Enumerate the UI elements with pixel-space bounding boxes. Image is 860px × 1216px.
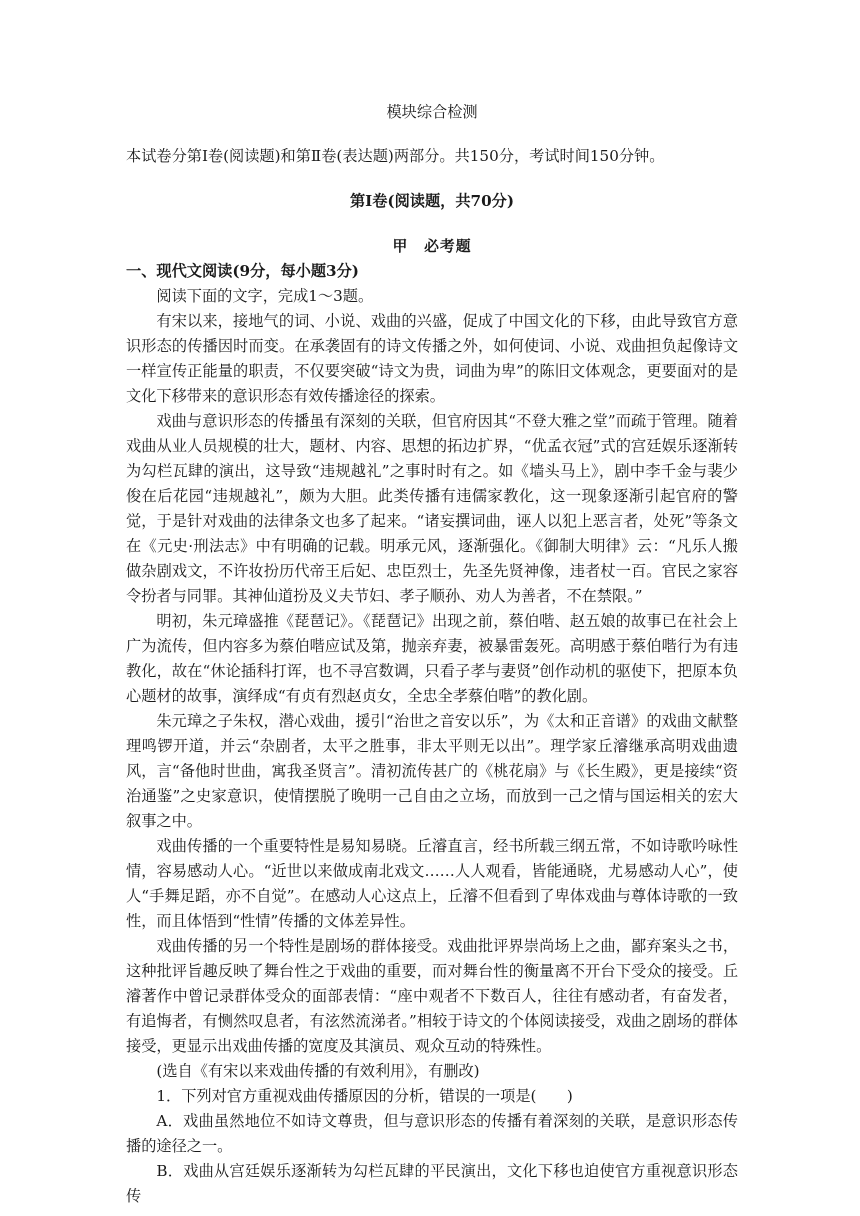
passage-paragraph: 戏曲传播的一个重要特性是易知易晓。丘濬直言，经书所载三纲五常，不如诗歌吟咏性情，容易感动人心。“近世以来做成南北戏文……人人观看，皆能通晓，尤易感动人心”，使人“手舞足蹈，亦不自觉”。在感动人心这点上，丘濬不但看到了卑体戏曲与尊体诗歌的一致性，而且体悟到“性情”传播的文体差异性。 xyxy=(126,837,738,930)
exam-intro: 本试卷分第Ⅰ卷(阅读题)和第Ⅱ卷(表达题)两部分。共150分，考试时间150分钟。 xyxy=(126,147,665,165)
document-title: 模块综合检测 xyxy=(386,103,478,121)
exam-page xyxy=(126,100,738,1209)
passage-paragraph: 明初，朱元璋盛推《琵琶记》。《琵琶记》出现之前，蔡伯喈、赵五娘的故事已在社会上广为流传，但内容多为蔡伯喈应试及第，抛亲弃妻，被暴雷轰死。高明感于蔡伯喈行为有违教化，故在“休论插科打诨，也不寻宫数调，只看子孝与妻贤”创作动机的驱使下，把原本负心题材的故事，演绎成“有贞有烈赵贞女，全忠全孝蔡伯喈”的教化剧。 xyxy=(126,612,738,705)
question-one: 1．下列对官方重视戏曲传播原因的分析，错误的一项是( ) xyxy=(156,1087,573,1105)
part-one-title: 第Ⅰ卷(阅读题，共70分) xyxy=(349,192,515,210)
passage-paragraph: 戏曲传播的另一个特性是剧场的群体接受。戏曲批评界崇尚场上之曲，鄙弃案头之书，这种批评旨趣反映了舞台性之于戏曲的重要，而对舞台性的衡量离不开台下受众的接受。丘濬著作中曾记录群体受众的面部表情：“座中观者不下数百人，往往有感动者，有奋发者，有追悔者，有恻然叹息者，有泫然流涕者。”相较于诗文的个体阅读接受，戏曲之剧场的群体接受，更显示出戏曲传播的宽度及其演员、观众互动的特殊性。 xyxy=(126,937,738,1055)
passage-paragraph: 戏曲与意识形态的传播虽有深刻的关联，但官府因其“不登大雅之堂”而疏于管理。随着戏曲从业人员规模的壮大，题材、内容、思想的拓边扩界，“优孟衣冠”式的宫廷娱乐逐渐转为勾栏瓦肆的演出，这导致“违规越礼”之事时时有之。如《墙头马上》，剧中李千金与裴少俊在后花园“违规越礼”，颇为大胆。此类传播有违儒家教化，这一现象逐渐引起官府的警觉，于是针对戏曲的法律条文也多了起来。“诸妄撰词曲，诬人以犯上恶言者，处死”等条文在《元史·刑法志》中有明确的记载。明承元风，逐渐强化。《御制大明律》云：“凡乐人搬做杂剧戏文，不许妆扮历代帝王后妃、忠臣烈士，先圣先贤神像，违者杖一百。官民之家容令扮者与同罪。其神仙道扮及义夫节妇、孝子顺孙、劝人为善者，不在禁限。” xyxy=(126,412,738,605)
passage-source: (选自《有宋以来戏曲传播的有效利用》，有删改) xyxy=(156,1062,480,1080)
passage-paragraph: 朱元璋之子朱权，潜心戏曲，援引“治世之音安以乐”，为《太和正音谱》的戏曲文献整理鸣锣开道，并云“杂剧者，太平之胜事，非太平则无以出”。理学家丘濬继承高明戏曲遗风，言“备他时世曲，寓我圣贤言”。清初流传甚广的《桃花扇》与《长生殿》，更是接续“资治通鉴”之史家意识，使情摆脱了晚明一己自由之立场，而放到一己之情与国运相关的宏大叙事之中。 xyxy=(126,712,738,830)
reading-instruction: 阅读下面的文字，完成1～3题。 xyxy=(156,287,374,305)
question-one-option-b: B．戏曲从宫廷娱乐逐渐转为勾栏瓦肆的平民演出，文化下移也迫使官方重视意识形态传 xyxy=(126,1162,738,1205)
question-one-option-a: A．戏曲虽然地位不如诗文尊贵，但与意识形态的传播有着深刻的关联，是意识形态传播的途径之一。 xyxy=(126,1112,738,1155)
section-required-title: 甲 必考题 xyxy=(392,238,472,255)
section-one-heading: 一、现代文阅读(9分，每小题3分) xyxy=(126,262,359,280)
passage-paragraph: 有宋以来，接地气的词、小说、戏曲的兴盛，促成了中国文化的下移，由此导致官方意识形态的传播因时而变。在承袭固有的诗文传播之外，如何使词、小说、戏曲担负起像诗文一样宣传正能量的职责，不仅要突破“诗文为贵，词曲为卑”的陈旧文体观念，更要面对的是文化下移带来的意识形态有效传播途径的探索。 xyxy=(126,312,738,405)
